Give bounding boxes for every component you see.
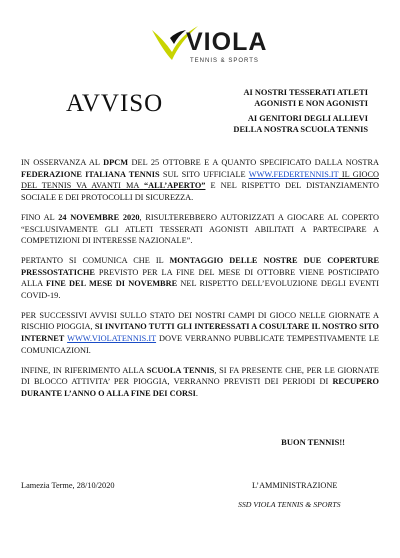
page-title: AVVISO <box>66 90 164 117</box>
text-bold: DPCM <box>103 158 129 167</box>
addressee-line: AGONISTI E NON AGONISTI <box>254 98 368 108</box>
paragraph-school <box>21 365 379 400</box>
text-bold: 24 NOVEMBRE 2020 <box>58 212 140 222</box>
addressee-line: AI NOSTRI TESSERATI ATLETI <box>243 88 368 97</box>
addressee-parents <box>198 114 368 135</box>
logo-wordmark: VIOLA <box>186 28 268 56</box>
link-federtennis[interactable]: WWW.FEDERTENNIS.IT <box>248 169 339 179</box>
link-violatennis[interactable]: WWW.VIOLATENNIS.IT <box>67 334 157 344</box>
text: PERTANTO SI COMUNICA CHE IL <box>21 255 170 265</box>
notice-body <box>21 157 379 408</box>
paragraph-dpcm <box>21 157 379 204</box>
text: NEL RISPETTO DELL’EVOLUZIONE DEGLI EVENTI COVID-19. <box>21 279 379 301</box>
text-bold: SCUOLA TENNIS <box>146 365 215 375</box>
text-underlined: IL GIOCO DEL TENNIS VA AVANTI MA <box>21 169 379 191</box>
text: , SI FA PRESENTE CHE, PER LE GIORNATE DI BLOCCO ATTIVITA’ PER PIOGGIA, VERRANNO PREVISTI DEI PERIODI DI <box>21 365 379 387</box>
text: , RISULTEREBBERO AUTORIZZATI A GIOCARE AL COPERTO “ESCLUSIVAMENTE GLI ATLETI TESSERATI AGONISTI ABILITATI A PARTECIPARE A COMPETIZIONI DI INTERESSE NAZIONALE”. <box>21 212 380 246</box>
paragraph-deadline <box>21 212 379 247</box>
text: PER SUCCESSIVI AVVISI SULLO STATO DEI NOSTRI CAMPI DI GIOCO NELLE GIORNATE A RISCHIO PIOGGIA, <box>21 310 379 332</box>
text: PREVISTO PER LA FINE DEL MESE DI OTTOBRE VIENE POSTICIPATO ALLA <box>21 267 379 289</box>
text-bold: FINE DEL MESE DI NOVEMBRE <box>45 279 178 289</box>
place-date: Lamezia Terme, 28/10/2020 <box>21 481 115 490</box>
logo-subtitle: TENNIS & SPORTS <box>190 58 259 64</box>
paragraph-coverings <box>21 255 379 302</box>
viola-logo <box>150 22 270 68</box>
text: DOVE VERRANNO PUBBLICATE TEMPESTIVAMENTE LE COMUNICAZIONI. <box>21 334 379 355</box>
text-bold: FEDERAZIONE ITALIANA TENNIS <box>21 169 160 179</box>
text: INFINE, IN RIFERIMENTO ALLA <box>21 365 147 375</box>
addressee-line: DELLA NOSTRA SCUOLA TENNIS <box>233 124 368 134</box>
text: E NEL RISPETTO DEL DISTANZIAMENTO SOCIALE E DEI PROTOCOLLI DI SICUREZZA. <box>21 181 379 203</box>
text: IN OSSERVANZA AL <box>21 158 104 167</box>
text-bold: “ALL’APERTO” <box>143 181 206 191</box>
text-bold: RECUPERO DURANTE L’ANNO O ALLA FINE DEI CORSI <box>21 377 379 398</box>
addressee-athletes <box>198 88 368 109</box>
signature: SSD VIOLA TENNIS & SPORTS <box>238 500 341 509</box>
text-bold: SI INVITANO TUTTI GLI INTERESSATI A COSULTARE IL NOSTRO SITO INTERNET <box>21 322 379 344</box>
administration-label: L’AMMINISTRAZIONE <box>252 481 338 490</box>
closing-greeting: BUON TENNIS!! <box>281 437 345 447</box>
text: FINO AL <box>21 212 59 222</box>
paragraph-website <box>21 310 379 357</box>
text: SUL SITO UFFICIALE <box>159 169 249 179</box>
text-bold: MONTAGGIO DELLE NOSTRE DUE COPERTURE PRESSOSTATICHE <box>21 255 379 277</box>
text: . <box>195 388 198 398</box>
addressees <box>198 88 368 140</box>
addressee-line: AI GENITORI DEGLI ALLIEVI <box>247 114 368 123</box>
text: DEL 25 OTTOBRE E A QUANTO SPECIFICATO DALLA NOSTRA <box>128 158 379 167</box>
